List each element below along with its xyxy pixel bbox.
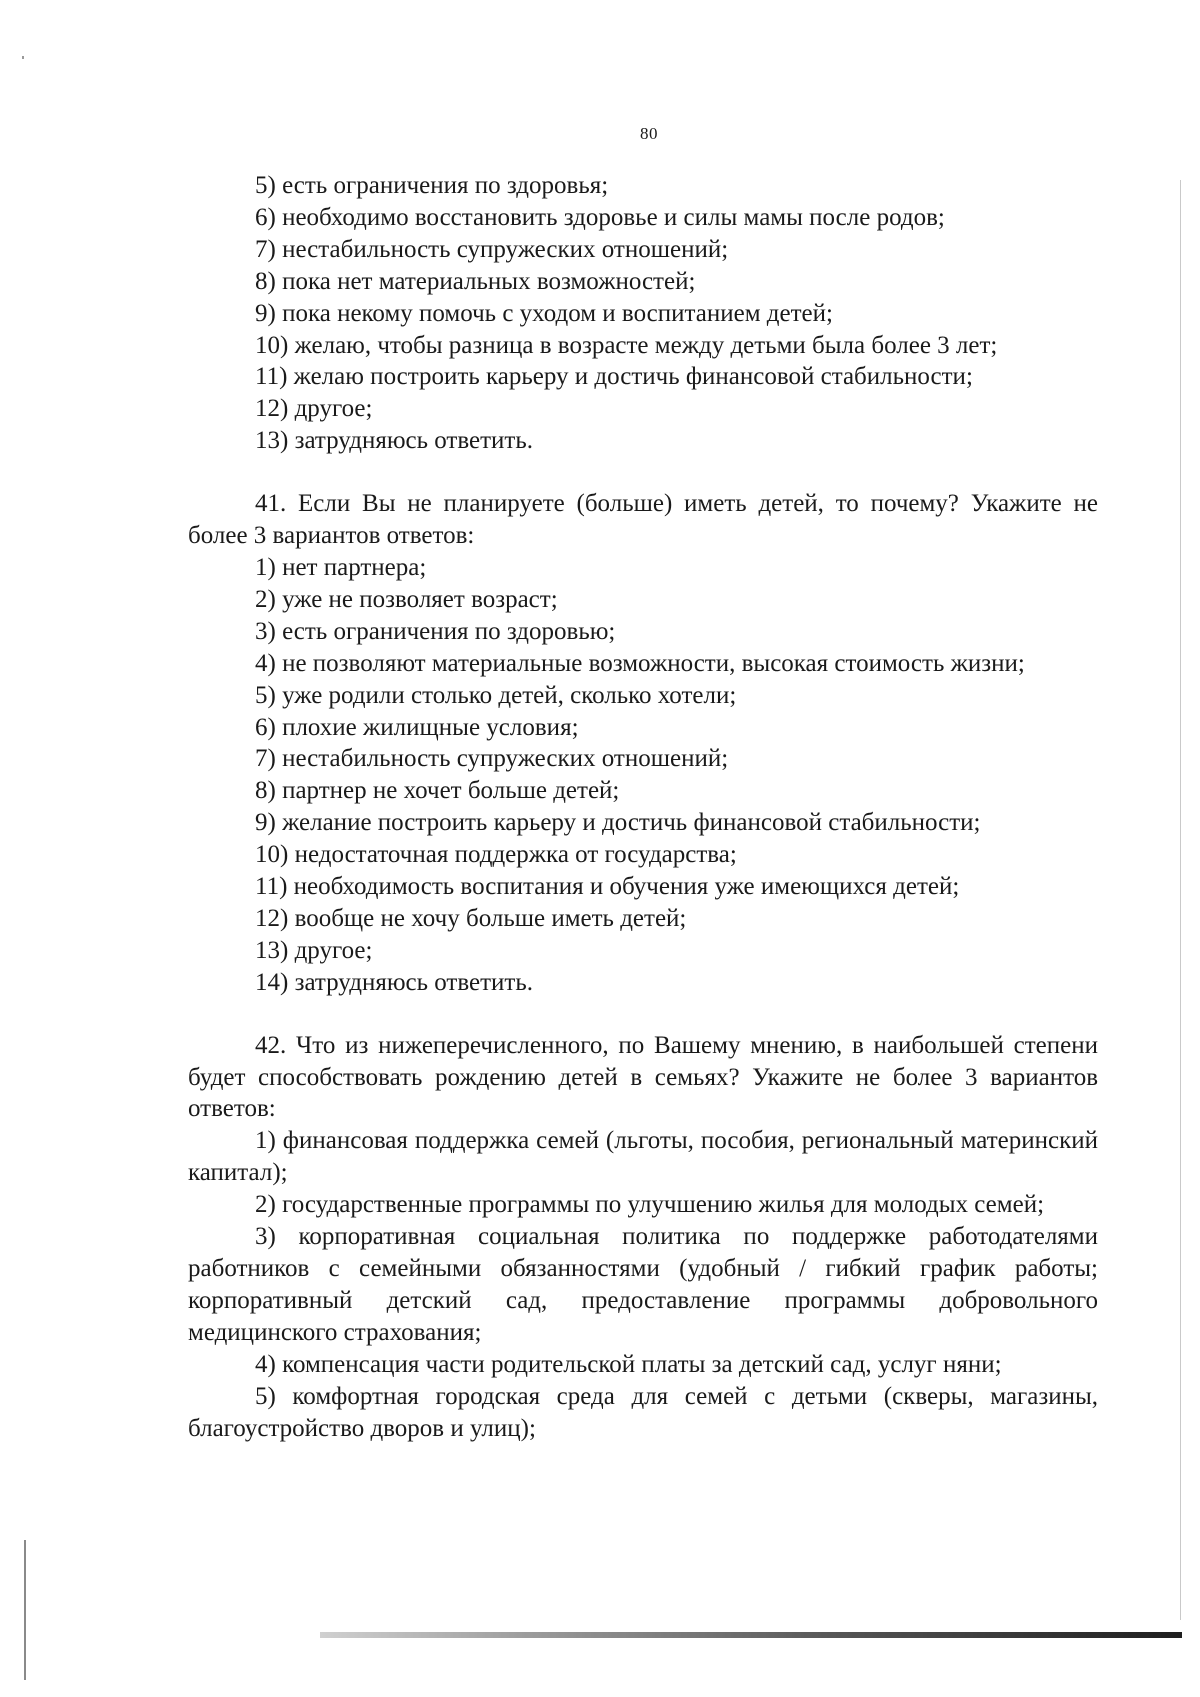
option-item: 11) желаю построить карьеру и достичь финансовой стабильности;: [255, 363, 973, 391]
option-item: 14) затрудняюсь ответить.: [255, 968, 533, 996]
option-item: 3) корпоративная социальная политика по поддержке работодателями работников с семейными обязанностями (удобный / гибкий график работы; корпоративный детский сад, предоставление программы добровольного медицинского страхования;: [188, 1223, 1098, 1346]
option-item: 8) партнер не хочет больше детей;: [255, 777, 620, 805]
question-41: 41. Если Вы не планируете (больше) иметь детей, то почему? Укажите не более 3 вариантов ответов:: [188, 490, 1098, 550]
page-number: 80: [640, 124, 658, 143]
document-body: [188, 170, 1098, 1444]
option-item: 4) компенсация части родительской платы за детский сад, услуг няни;: [255, 1350, 1002, 1378]
option-item: 5) комфортная городская среда для семей с детьми (скверы, магазины, благоустройство дворов и улиц);: [188, 1382, 1098, 1442]
prev-question-options: [188, 170, 1098, 457]
option-item: 6) необходимо восстановить здоровье и силы мамы после родов;: [255, 203, 945, 231]
question-41-options: [188, 552, 1098, 999]
option-item: 8) пока нет материальных возможностей;: [255, 267, 696, 295]
option-item: 2) уже не позволяет возраст;: [255, 585, 558, 613]
question-42: 42. Что из нижеперечисленного, по Вашему мнению, в наибольшей степени будет способствовать рождению детей в семьях? Укажите не более 3 вариантов ответов:: [188, 1031, 1098, 1123]
option-item: 11) необходимость воспитания и обучения уже имеющихся детей;: [255, 873, 960, 901]
option-item: 10) недостаточная поддержка от государства;: [255, 841, 737, 869]
option-item: 9) желание построить карьеру и достичь финансовой стабильности;: [255, 809, 981, 837]
option-item: 7) нестабильность супружеских отношений;: [255, 745, 729, 773]
scan-edge-line: [1180, 180, 1181, 1620]
scan-edge-line-left: [24, 1540, 26, 1680]
question-42-options: [188, 1125, 1098, 1444]
scan-bottom-edge: [320, 1632, 1182, 1638]
option-item: 12) вообще не хочу больше иметь детей;: [255, 904, 687, 932]
option-item: 7) нестабильность супружеских отношений;: [255, 235, 729, 263]
option-item: 9) пока некому помочь с уходом и воспитанием детей;: [255, 299, 833, 327]
option-item: 5) есть ограничения по здоровья;: [255, 172, 609, 199]
scan-speck: [22, 56, 24, 59]
option-item: 13) затрудняюсь ответить.: [255, 427, 533, 455]
option-item: 10) желаю, чтобы разница в возрасте между детьми была более 3 лет;: [255, 331, 998, 359]
option-item: 6) плохие жилищные условия;: [255, 713, 579, 741]
option-item: 1) нет партнера;: [255, 553, 427, 581]
option-item: 3) есть ограничения по здоровью;: [255, 617, 616, 645]
option-item: 13) другое;: [255, 936, 373, 964]
option-item: 12) другое;: [255, 395, 373, 423]
option-item: 4) не позволяют материальные возможности, высокая стоимость жизни;: [255, 649, 1025, 677]
option-item: 5) уже родили столько детей, сколько хотели;: [255, 681, 737, 709]
option-item: 1) финансовая поддержка семей (льготы, пособия, региональный материнский капитал);: [188, 1127, 1098, 1187]
option-item: 2) государственные программы по улучшению жилья для молодых семей;: [255, 1191, 1045, 1219]
